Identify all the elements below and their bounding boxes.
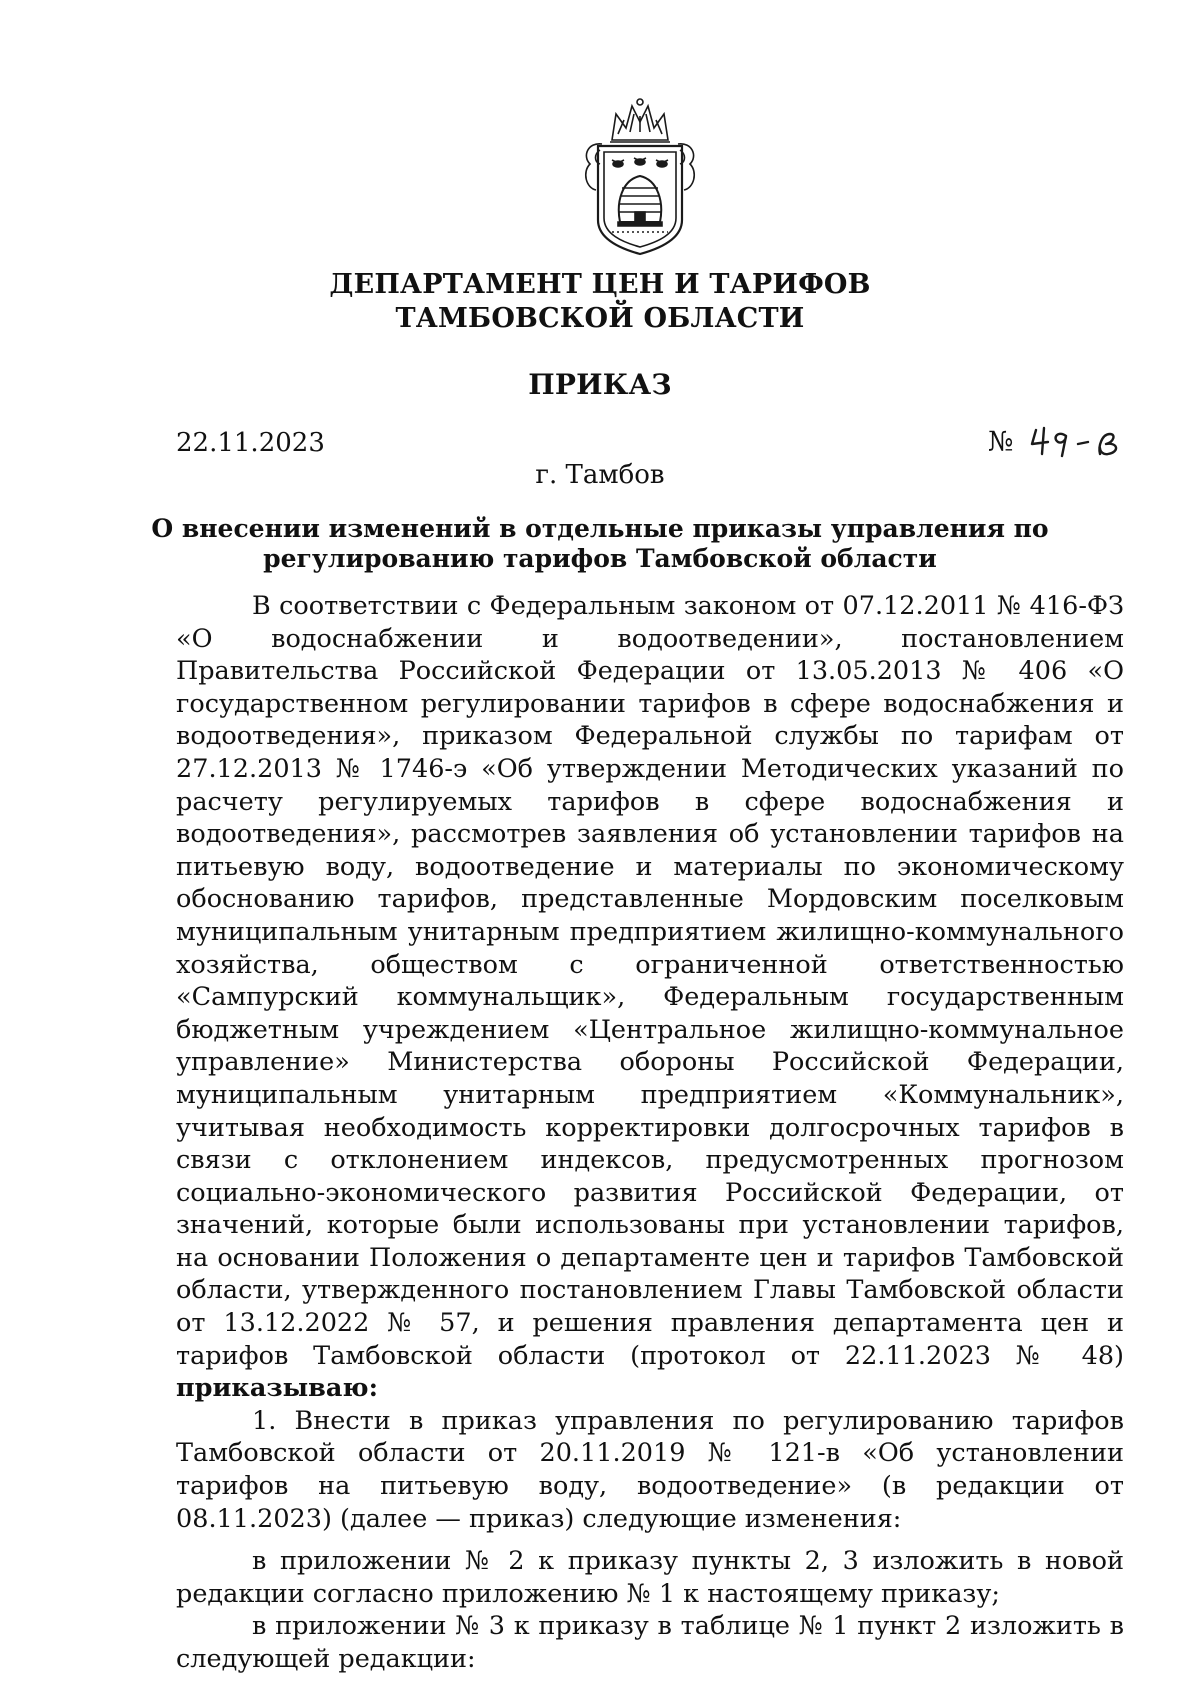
document-number <box>988 422 1138 462</box>
coat-of-arms-icon <box>572 92 708 258</box>
handwritten-number <box>1028 422 1138 462</box>
subject-line2: регулированию тарифов Тамбовской области <box>263 544 937 573</box>
document-body <box>176 590 1124 1676</box>
document-city: г. Тамбов <box>535 460 665 490</box>
document-type-title: ПРИКАЗ <box>528 368 672 401</box>
subject-line1: О внесении изменений в отдельные приказы управления по <box>151 514 1049 543</box>
order-verb: приказываю: <box>176 1373 378 1404</box>
item-1-paragraph: 1. Внести в приказ управления по регулированию тарифов Тамбовской области от 20.11.2019 № 121-в «Об установлении тарифов на питьевую воду, водоотведение» (в редакции от 08.11.2023) (далее — приказ) следующие изменения: <box>176 1405 1124 1534</box>
number-sign: № <box>988 426 1014 458</box>
department-name-line2: ТАМБОВСКОЙ ОБЛАСТИ <box>395 303 805 334</box>
document-subject <box>0 514 1200 574</box>
document-date: 22.11.2023 <box>176 428 325 458</box>
preamble-text: В соответствии с Федеральным законом от 07.12.2011 № 416-ФЗ «О водоснабжении и водоотведении», постановлением Правительства Российской Федерации от 13.05.2013 № 406 «О государственном регулировании тарифов в сфере водоснабжения и водоотведения», приказом Федеральной службы по тарифам от 27.12.2013 № 1746-э «Об утверждении Методических указаний по расчету регулируемых тарифов в сфере водоснабжения и водоотведения», рассмотрев заявления об установлении тарифов на питьевую воду, водоотведение и материалы по экономическому обоснованию тарифов, представленные Мордовским поселковым муниципальным унитарным предприятием жилищно-коммунального хозяйства, обществом с ограниченной ответственностью «Сампурский коммунальщик», Федеральным государственным бюджетным учреждением «Центральное жилищно-коммунальное управление» Министерства обороны Российской Федерации, муниципальным унитарным предприятием «Коммунальник», учитывая необходимость корректировки долгосрочных тарифов в связи с отклонением индексов, предусмотренных прогнозом социально-экономического развития Российской Федерации, от значений, которые были использованы при установлении тарифов, на основании Положения о департаменте цен и тарифов Тамбовской области, утвержденного постановлением Главы Тамбовской области от 13.12.2022 № 57, и решения правления департамента цен и тарифов Тамбовской области (протокол от 22.11.2023 № 48) <box>176 591 1124 1371</box>
item-1a-paragraph: в приложении № 2 к приказу пункты 2, 3 изложить в новой редакции согласно приложению № 1 к настоящему приказу; <box>176 1546 1124 1609</box>
preamble-paragraph <box>176 590 1124 1405</box>
item-1b-paragraph: в приложении № 3 к приказу в таблице № 1 пункт 2 изложить в следующей редакции: <box>176 1611 1124 1674</box>
department-name-line1: ДЕПАРТАМЕНТ ЦЕН И ТАРИФОВ <box>329 269 871 300</box>
